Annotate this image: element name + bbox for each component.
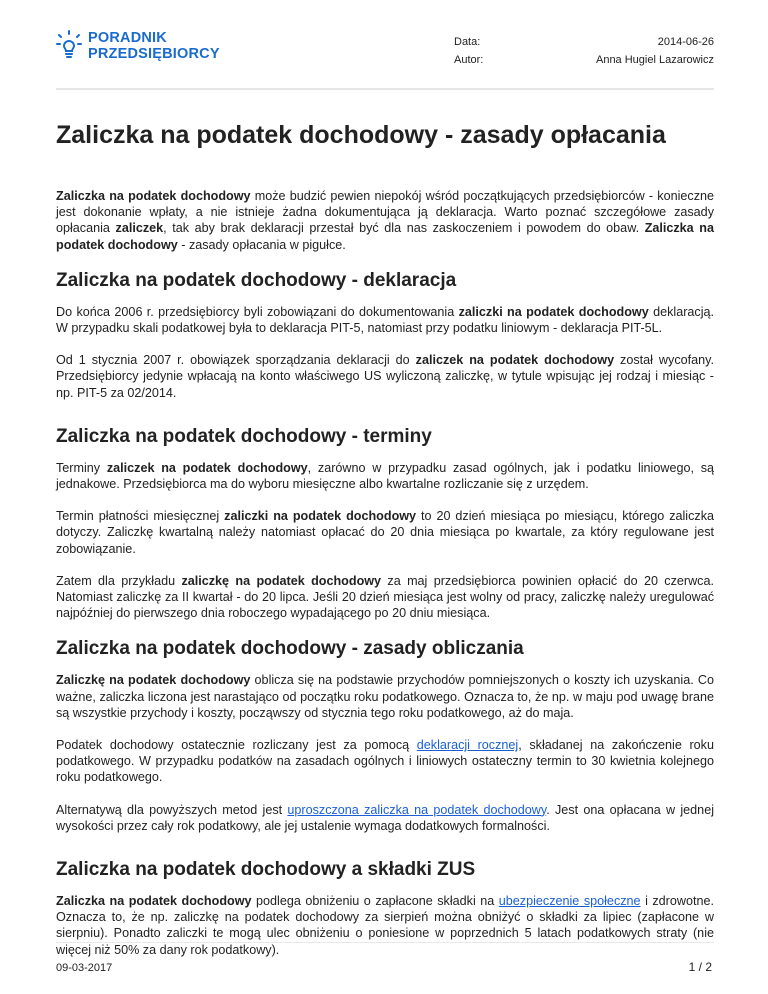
paragraph: Zatem dla przykładu zaliczkę na podatek dochodowy za maj przedsiębiorca powinien opłacić do 20 czerwca. Natomiast zaliczkę za II kwartał - do 20 lipca. Jeśli 20 dzień miesiąca jest wolny od pracy, zaliczkę należy uregulować najpóźniej do pierwszego dnia roboczego wypadającego po 20 dniu miesiąca. [56,573,714,621]
paragraph: Terminy zaliczek na podatek dochodowy, zarówno w przypadku zasad ogólnych, jak i podatku liniowego, są jednakowe. Przedsiębiorca ma do wyboru miesięczne albo kwartalne rozliczanie się z urzędem. [56,460,715,492]
paragraph: Zaliczka na podatek dochodowy podlega obniżeniu o zapłacone składki na ubezpieczenie społeczne i zdrowotne. Oznacza to, że np. zaliczkę na podatek dochodowy za sierpień można obniżyć o składki za lipiec (zapłacone w sierpniu). Ponadto zaliczki te mogą ulec obniżeniu o poniesione w poprzednich 5 latach podatkowych straty (nie więcej niż 50% za dany rok podatkowy). [56,894,714,957]
page-number: 1 / 2 [688,960,712,974]
logo-line2: PRZEDSIĘBIORCY [88,46,220,62]
intro-paragraph: Zaliczka na podatek dochodowy może budzić pewien niepokój wśród początkujących przedsiębiorców - konieczne jest dokonanie wpłaty, a nie istnieje żadna dokumentująca ją deklaracja. Warto poznać szczegółowe zasady opłacania zaliczek, tak aby brak deklaracji przestał być dla nas zaskoczeniem i powodem do obaw. Zaliczka na podatek dochodowy - zasady opłacania w pigułce. [56,189,714,252]
article [56,120,714,974]
link-ubezpieczenie-spoleczne[interactable]: ubezpieczenie społeczne [498,894,641,909]
paragraph: Podatek dochodowy ostatecznie rozliczany jest za pomocą deklaracji rocznej, składanej na zakończenie roku podatkowego. W przypadku podatków na zasadach ogólnych i liniowych ostateczny termin to 30 kwietnia kolejnego roku podatkowego. [56,738,714,785]
section-heading-deklaracja: Zaliczka na podatek dochodowy - deklaracja [56,269,457,291]
page-title: Zaliczka na podatek dochodowy - zasady opłacania [56,121,666,149]
date-label: Data: [454,36,481,48]
logo [56,30,220,62]
paragraph: Alternatywą dla powyższych metod jest uproszczona zaliczka na podatek dochodowy. Jest ona opłacana w jednej wysokości przez cały rok podatkowy, ale jej ustalenie wymaga dodatkowych formalności. [56,802,714,833]
footer-divider [56,942,714,943]
lightbulb-icon [56,30,82,60]
meta-info [454,33,714,69]
section-heading-obliczanie: Zaliczka na podatek dochodowy - zasady obliczania [56,638,524,660]
author-label: Autor: [454,54,484,66]
paragraph: Termin płatności miesięcznej zaliczki na podatek dochodowy to 20 dzień miesiąca po miesiącu, którego zaliczka dotyczy. Zaliczkę kwartalną należy natomiast opłacać do 20 dnia miesiąca po kwartale, za który regulowane jest zobowiązanie. [56,509,714,556]
footer-date: 09-03-2017 [56,962,113,974]
section-heading-zus: Zaliczka na podatek dochodowy a składki ZUS [56,859,476,881]
header-divider [56,88,714,90]
paragraph: Zaliczkę na podatek dochodowy oblicza się na podstawie przychodów pomniejszonych o koszty ich uzyskania. Co ważne, zaliczka liczona jest narastająco od początku roku podatkowego. Oznacza to, że np. w maju pod uwagę brane są wszystkie przychody i koszty, począwszy od stycznia tego roku podatkowego, aż do maja. [56,673,714,720]
paragraph: Od 1 stycznia 2007 r. obowiązek sporządzania deklaracji do zaliczek na podatek dochodowy został wycofany. Przedsiębiorcy jedynie wpłacają na konto właściwego US wyliczoną zaliczkę, w tytule wpisując jej rodzaj i miesiąc - np. PIT-5 za 02/2014. [56,353,714,400]
link-deklaracja-roczna[interactable]: deklaracji rocznej [416,738,519,753]
author-value: Anna Hugiel Lazarowicz [595,54,714,66]
date-value: 2014-06-26 [657,36,714,48]
paragraph: Do końca 2006 r. przedsiębiorcy byli zobowiązani do dokumentowania zaliczki na podatek dochodowy deklaracją. W przypadku skali podatkowej była to deklaracja PIT-5, natomiast przy podatku liniowym - deklaracja PIT-5L. [56,304,714,336]
section-heading-terminy: Zaliczka na podatek dochodowy - terminy [56,425,432,447]
link-uproszczona-zaliczka[interactable]: uproszczona zaliczka na podatek dochodowy [287,802,547,817]
logo-line1: PORADNIK [88,30,167,46]
